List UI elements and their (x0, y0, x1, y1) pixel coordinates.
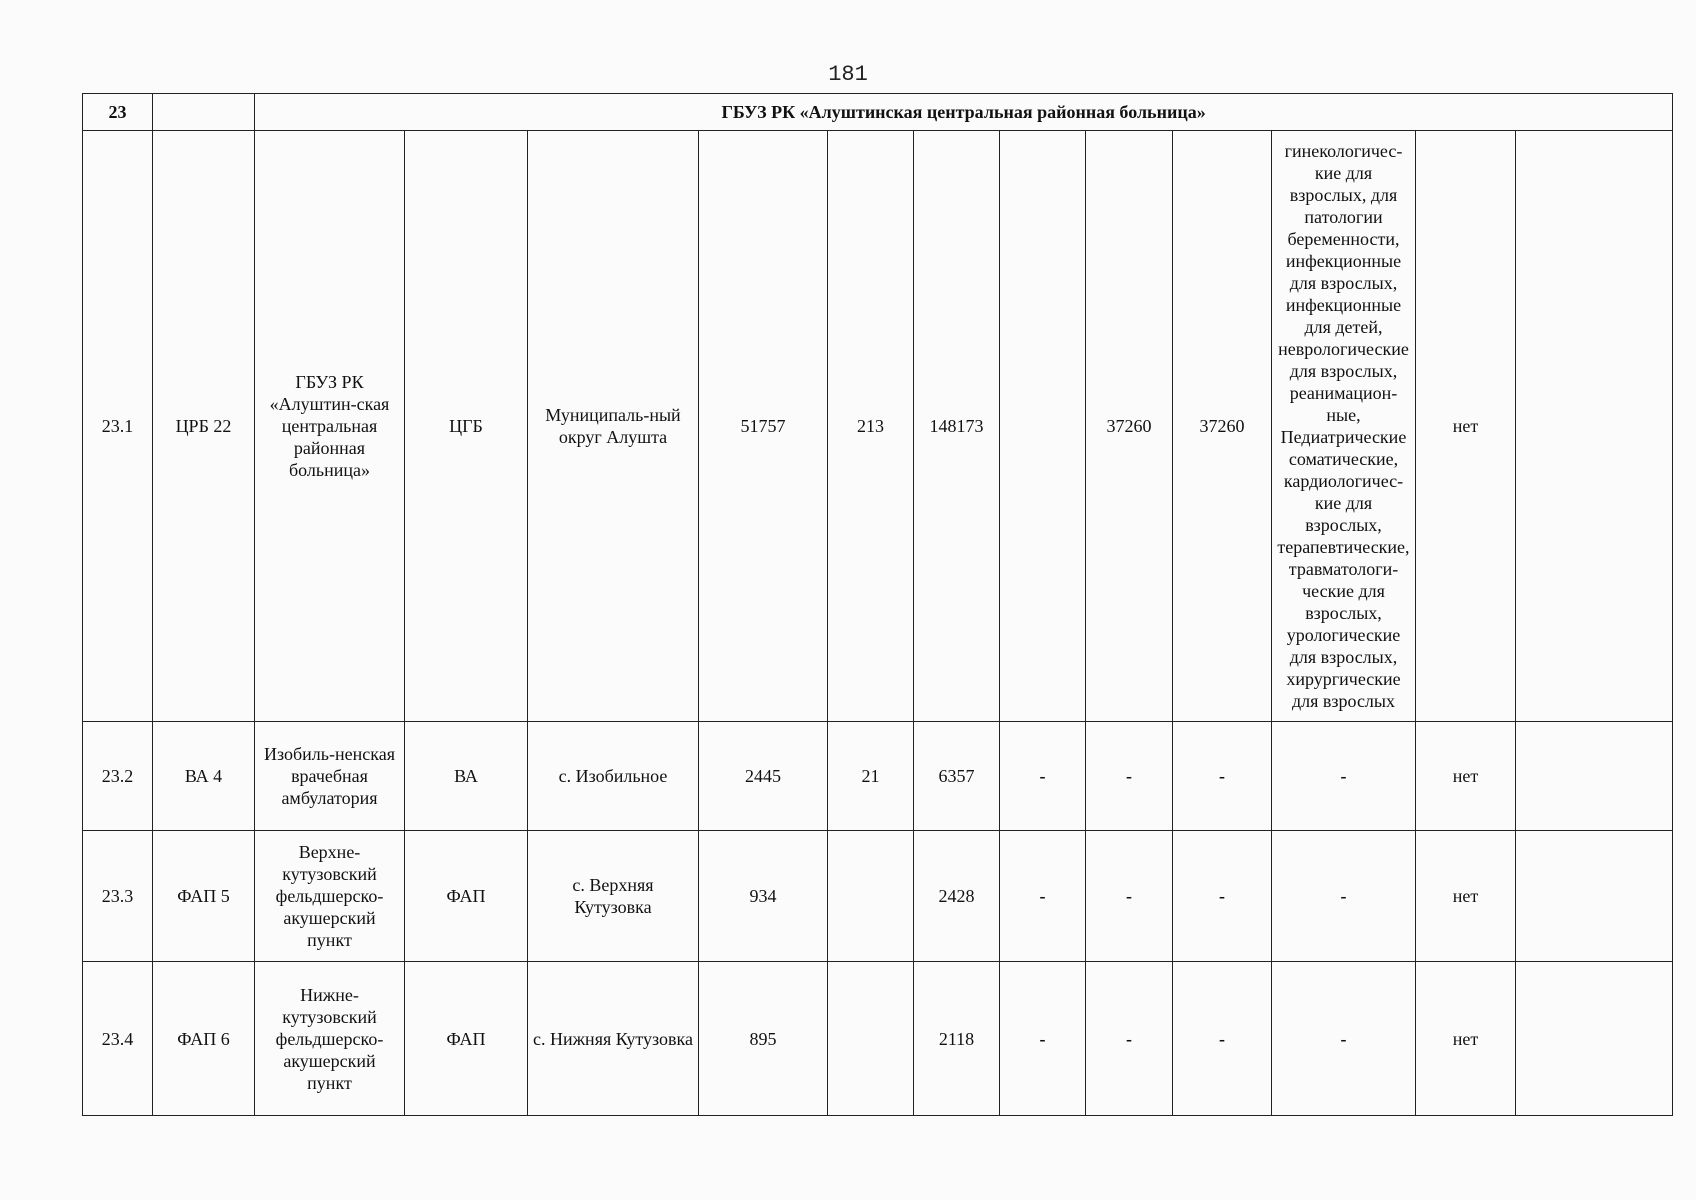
group-code (153, 94, 255, 131)
facility-name: Верхне-кутузовский фельдшерско-акушерский пункт (255, 831, 405, 962)
value-col-4: - (1000, 831, 1086, 962)
value-col-6: 37260 (1173, 131, 1272, 722)
value-col-6: - (1173, 962, 1272, 1116)
group-title: ГБУЗ РК «Алуштинская центральная районная больница» (255, 94, 1673, 131)
facility-location: с. Верхняя Кутузовка (528, 831, 699, 962)
value-col-3: 2428 (914, 831, 1000, 962)
table-row (83, 831, 1673, 962)
bed-profiles: - (1272, 722, 1416, 831)
facility-location: с. Нижняя Кутузовка (528, 962, 699, 1116)
facility-code: ВА 4 (153, 722, 255, 831)
status-cell: нет (1416, 831, 1516, 962)
facility-code: ФАП 5 (153, 831, 255, 962)
table-row (83, 722, 1673, 831)
facility-code: ЦРБ 22 (153, 131, 255, 722)
bed-profiles: - (1272, 962, 1416, 1116)
row-number: 23.4 (83, 962, 153, 1116)
value-col-5: - (1086, 831, 1173, 962)
value-col-6: - (1173, 831, 1272, 962)
value-col-2 (828, 962, 914, 1116)
facility-type: ВА (405, 722, 528, 831)
row-number: 23.1 (83, 131, 153, 722)
facility-name: Нижне-кутузовский фельдшерско-акушерский пункт (255, 962, 405, 1116)
group-number: 23 (83, 94, 153, 131)
value-col-1: 51757 (699, 131, 828, 722)
row-number: 23.3 (83, 831, 153, 962)
facility-location: с. Изобильное (528, 722, 699, 831)
facility-code: ФАП 6 (153, 962, 255, 1116)
facility-type: ЦГБ (405, 131, 528, 722)
value-col-5: - (1086, 722, 1173, 831)
facility-location: Муниципаль-ный округ Алушта (528, 131, 699, 722)
value-col-1: 934 (699, 831, 828, 962)
last-cell (1516, 962, 1673, 1116)
group-header-row (83, 94, 1673, 131)
facility-type: ФАП (405, 831, 528, 962)
value-col-6: - (1173, 722, 1272, 831)
value-col-4: - (1000, 722, 1086, 831)
value-col-3: 2118 (914, 962, 1000, 1116)
row-number: 23.2 (83, 722, 153, 831)
table-row (83, 131, 1673, 722)
value-col-2: 213 (828, 131, 914, 722)
value-col-5: - (1086, 962, 1173, 1116)
value-col-4 (1000, 131, 1086, 722)
last-cell (1516, 131, 1673, 722)
value-col-1: 895 (699, 962, 828, 1116)
value-col-1: 2445 (699, 722, 828, 831)
value-col-3: 6357 (914, 722, 1000, 831)
value-col-2 (828, 831, 914, 962)
status-cell: нет (1416, 962, 1516, 1116)
bed-profiles: - (1272, 831, 1416, 962)
facility-name: ГБУЗ РК «Алуштин-ская центральная районная больница» (255, 131, 405, 722)
page-number: 181 (828, 62, 868, 87)
table-row (83, 962, 1673, 1116)
value-col-2: 21 (828, 722, 914, 831)
facilities-table (82, 93, 1673, 1116)
facility-name: Изобиль-ненская врачебная амбулатория (255, 722, 405, 831)
value-col-3: 148173 (914, 131, 1000, 722)
value-col-4: - (1000, 962, 1086, 1116)
status-cell: нет (1416, 722, 1516, 831)
last-cell (1516, 831, 1673, 962)
value-col-5: 37260 (1086, 131, 1173, 722)
status-cell: нет (1416, 131, 1516, 722)
bed-profiles: гинекологичес-кие для взрослых, для патологии беременности, инфекционные для взрослых, инфекционные для детей, неврологические для взрослых, реанимацион-ные, Педиатрические соматические, кардиологичес-кие для взрослых, терапевтические, травматологи-ческие для взрослых, урологические для взрослых, хирургические для взрослых (1272, 131, 1416, 722)
last-cell (1516, 722, 1673, 831)
facility-type: ФАП (405, 962, 528, 1116)
